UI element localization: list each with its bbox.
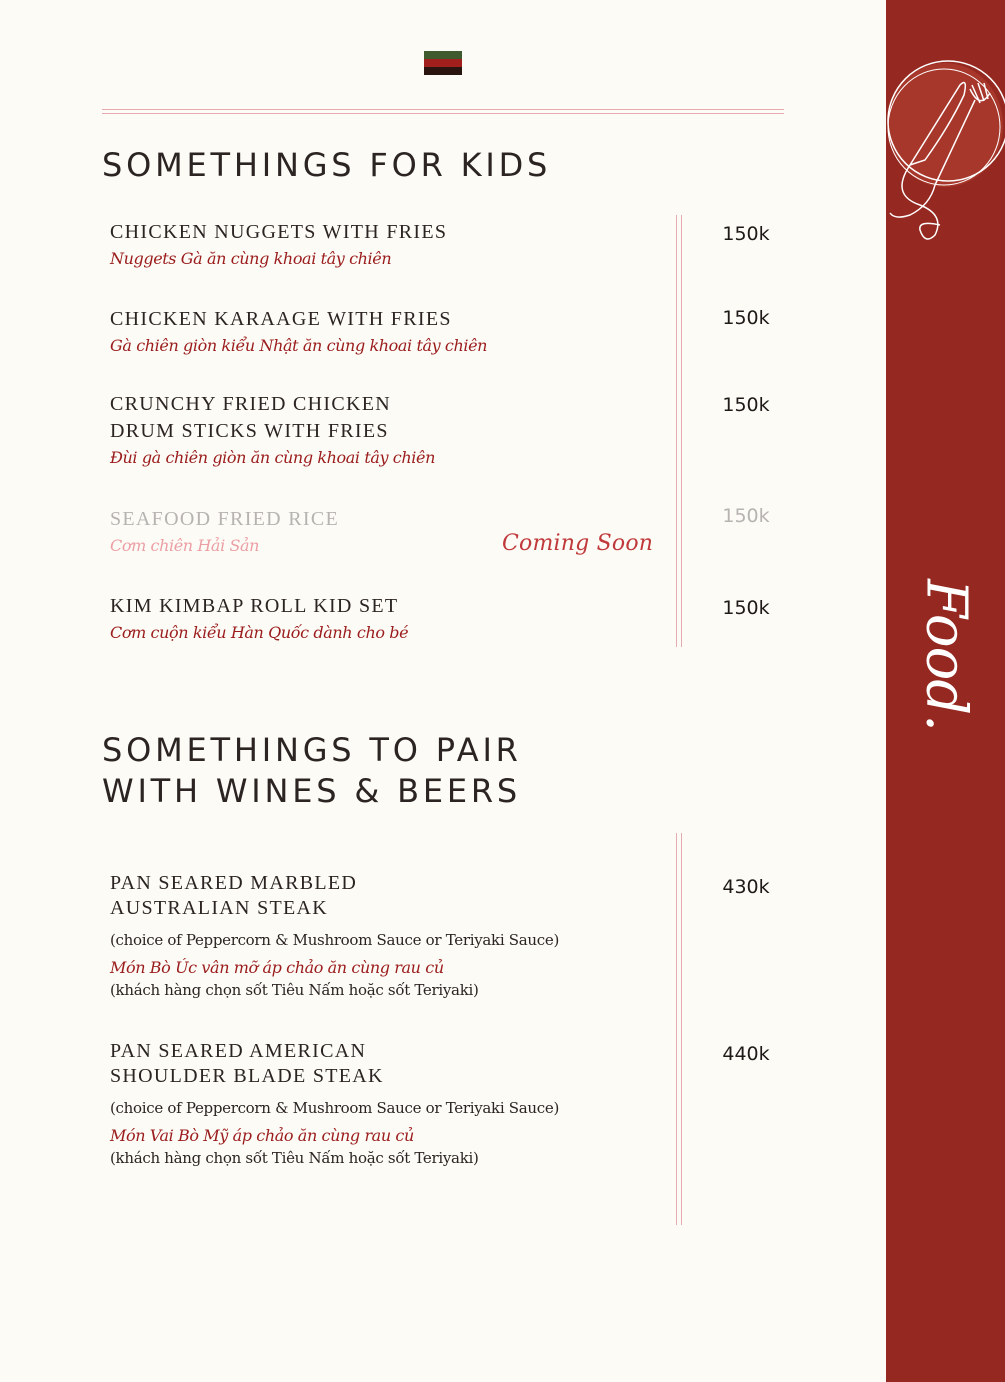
plate-fork-knife-icon (880, 55, 1005, 245)
sidebar-label: Food. (913, 579, 979, 731)
menu-item (110, 593, 670, 646)
item-vietnamese-name: Món Bò Úc vân mỡ áp chảo ăn cùng rau củ (110, 958, 444, 977)
menu-item (110, 871, 670, 1001)
item-price: 430k (722, 876, 770, 898)
flag-stripe-dark (424, 67, 462, 75)
item-price: 150k (722, 223, 770, 245)
item-name: SEAFOOD FRIED RICE (110, 508, 339, 530)
pair-title-line2: WITH WINES & BEERS (102, 772, 522, 810)
item-price: 150k (722, 394, 770, 416)
item-price: 150k (722, 505, 770, 527)
item-name: KIM KIMBAP ROLL KID SET (110, 595, 399, 617)
item-name: PAN SEARED MARBLED AUSTRALIAN STEAK (110, 872, 358, 919)
menu-item (110, 1039, 670, 1169)
menu-item (110, 391, 670, 471)
pair-section-title (102, 730, 522, 812)
pair-price-divider (676, 833, 682, 1225)
pair-title-line1: SOMETHINGS TO PAIR (102, 731, 522, 769)
item-name: CHICKEN KARAAGE WITH FRIES (110, 308, 452, 330)
top-divider (102, 109, 784, 114)
item-sauce-note: (choice of Peppercorn & Mushroom Sauce or Teriyaki Sauce) (110, 931, 559, 949)
item-price: 150k (722, 597, 770, 619)
item-vietnamese-name: Đùi gà chiên giòn ăn cùng khoai tây chiên (110, 448, 435, 467)
menu-item (110, 306, 670, 359)
item-vietnamese-name: Cơm chiên Hải Sản (110, 536, 260, 555)
item-name: CRUNCHY FRIED CHICKEN DRUM STICKS WITH FRIES (110, 393, 392, 442)
item-vietnamese-name: Món Vai Bò Mỹ áp chảo ăn cùng rau củ (110, 1126, 414, 1145)
menu-item (110, 219, 670, 272)
item-sauce-note-vn: (khách hàng chọn sốt Tiêu Nấm hoặc sốt Teriyaki) (110, 1149, 479, 1167)
item-sauce-note: (choice of Peppercorn & Mushroom Sauce or Teriyaki Sauce) (110, 1099, 559, 1117)
flag-stripe-red (424, 59, 462, 67)
flag-icon (424, 51, 462, 75)
item-vietnamese-name: Gà chiên giòn kiểu Nhật ăn cùng khoai tây chiên (110, 336, 488, 355)
item-vietnamese-name: Nuggets Gà ăn cùng khoai tây chiên (110, 249, 392, 268)
item-price: 440k (722, 1043, 770, 1065)
item-vietnamese-name: Cơm cuộn kiểu Hàn Quốc dành cho bé (110, 623, 409, 642)
item-sauce-note-vn: (khách hàng chọn sốt Tiêu Nấm hoặc sốt Teriyaki) (110, 981, 479, 999)
kids-price-divider (676, 215, 682, 647)
item-price: 150k (722, 307, 770, 329)
item-name: PAN SEARED AMERICAN SHOULDER BLADE STEAK (110, 1040, 384, 1087)
flag-stripe-green (424, 51, 462, 59)
kids-section-title: SOMETHINGS FOR KIDS (102, 146, 552, 184)
item-name: CHICKEN NUGGETS WITH FRIES (110, 221, 448, 243)
coming-soon-label: Coming Soon (502, 531, 654, 556)
